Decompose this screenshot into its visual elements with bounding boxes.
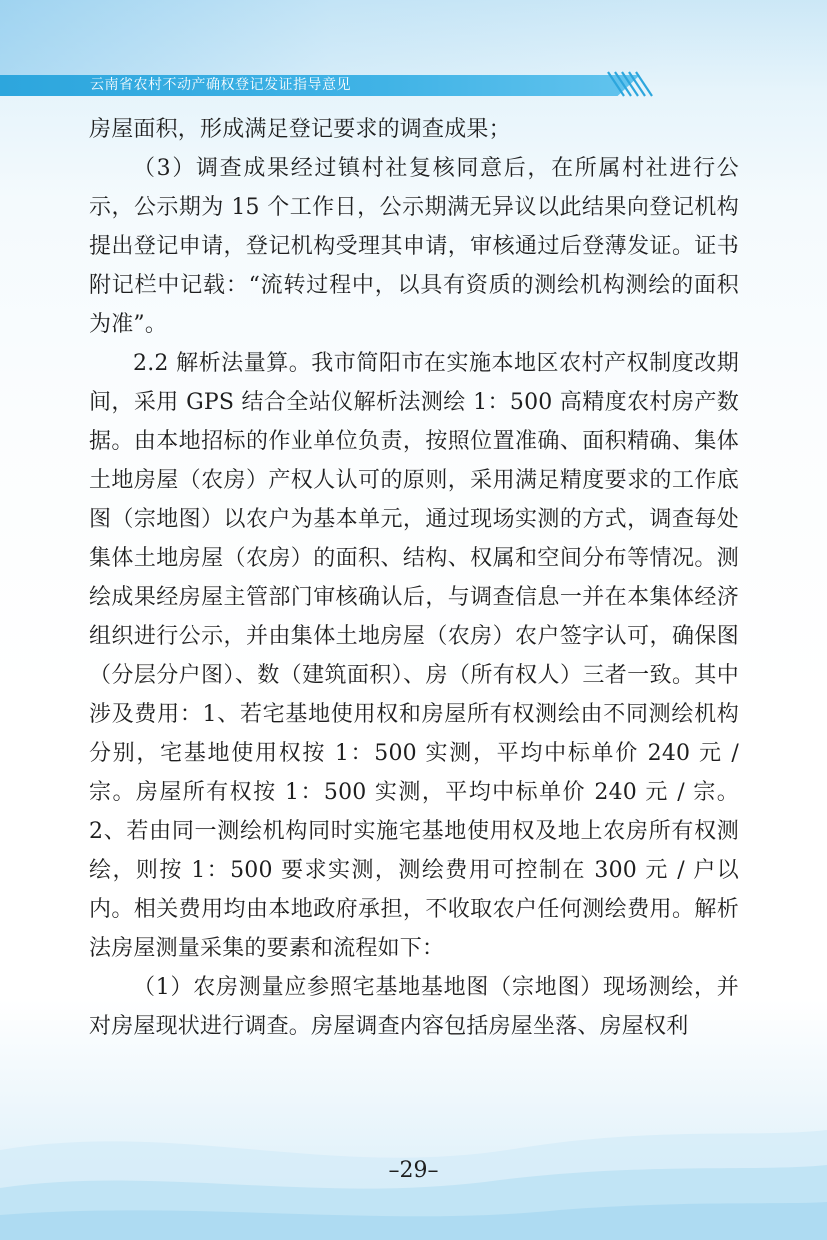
header-stripes-decoration [604, 70, 660, 98]
body-paragraph-2: （3）调查成果经过镇村社复核同意后，在所属村社进行公示，公示期为 15 个工作日，公示期满无异议以此结果向登记机构提出登记申请，登记机构受理其申请，审核通过后登薄发证。证书附记栏中记载：“流转过程中，以具有资质的测绘机构测绘的面积为准”。 [89, 156, 739, 337]
page-body [89, 110, 739, 1046]
body-paragraph-4: （1）农房测量应参照宅基地基地图（宗地图）现场测绘，并对房屋现状进行调查。房屋调查内容包括房屋坐落、房屋权利 [89, 975, 739, 1039]
top-background-wash [0, 0, 827, 75]
body-paragraph-1: 房屋面积，形成满足登记要求的调查成果； [89, 117, 511, 142]
body-paragraph-3: 2.2 解析法量算。我市简阳市在实施本地区农村产权制度改期间，采用 GPS 结合全站仪解析法测绘 1：500 高精度农村房产数据。由本地招标的作业单位负责，按照位置准确、面积精确、集体土地房屋（农房）产权人认可的原则，采用满足精度要求的工作底图（宗地图）以农户为基本单元，通过现场实测的方式，调查每处集体土地房屋（农房）的面积、结构、权属和空间分布等情况。测绘成果经房屋主管部门审核确认后，与调查信息一并在本集体经济组织进行公示，并由集体土地房屋（农房）农户签字认可，确保图（分层分户图）、数（建筑面积）、房（所有权人）三者一致。其中涉及费用：1、若宅基地使用权和房屋所有权测绘由不同测绘机构分别，宅基地使用权按 1：500 实测，平均中标单价 240 元 / 宗。房屋所有权按 1：500 实测，平均中标单价 240 元 / 宗。2、若由同一测绘机构同时实施宅基地使用权及地上农房所有权测绘，则按 1：500 要求实测，测绘费用可控制在 300 元 / 户以内。相关费用均由本地政府承担，不收取农户任何测绘费用。解析法房屋测量采集的要素和流程如下： [89, 351, 739, 961]
running-header-title: 云南省农村不动产确权登记发证指导意见 [90, 77, 351, 93]
page-number: –29– [388, 1158, 439, 1183]
